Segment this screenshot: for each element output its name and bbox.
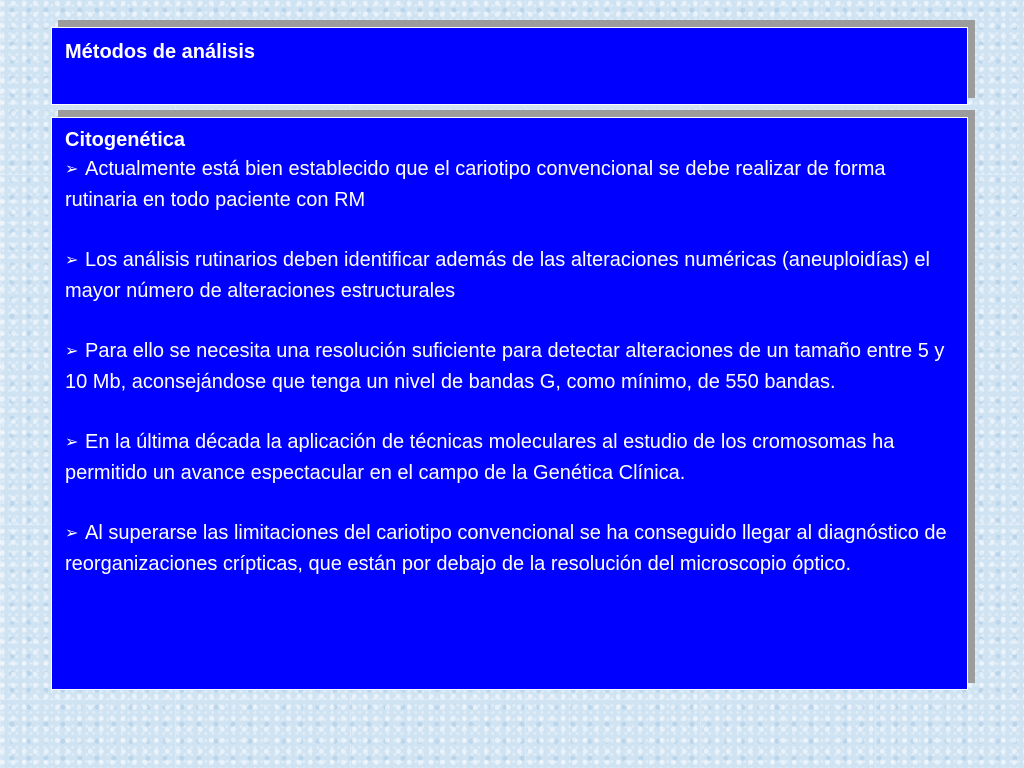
content-panel bbox=[51, 117, 968, 690]
bullet-text: Al superarse las limitaciones del cariotipo convencional se ha conseguido llegar al diagnóstico de reorganizaciones crípticas, que están por debajo de la resolución del microscopio óptico. bbox=[65, 522, 947, 575]
arrow-bullet-icon: ➢ bbox=[65, 525, 79, 542]
bullet-item bbox=[65, 518, 960, 579]
bullet-text: Actualmente está bien establecido que el cariotipo convencional se debe realizar de forma rutinaria en todo paciente con RM bbox=[65, 158, 886, 211]
bullet-item bbox=[65, 154, 960, 215]
bullet-text: En la última década la aplicación de técnicas moleculares al estudio de los cromosomas ha permitido un avance espectacular en el campo de la Genética Clínica. bbox=[65, 431, 895, 484]
bullet-item bbox=[65, 427, 960, 488]
arrow-bullet-icon: ➢ bbox=[65, 434, 79, 451]
bullet-text: Para ello se necesita una resolución suficiente para detectar alteraciones de un tamaño entre 5 y 10 Mb, aconsejándose que tenga un nivel de bandas G, como mínimo, de 550 bandas. bbox=[65, 340, 945, 393]
bullet-item bbox=[65, 336, 960, 397]
bullet-item bbox=[65, 245, 960, 306]
slide-title: Métodos de análisis bbox=[65, 41, 256, 63]
arrow-bullet-icon: ➢ bbox=[65, 343, 79, 360]
content-text bbox=[65, 126, 960, 579]
title-panel bbox=[51, 27, 968, 105]
bullet-text: Los análisis rutinarios deben identificar además de las alteraciones numéricas (aneuploidías) el mayor número de alteraciones estructurales bbox=[65, 249, 930, 302]
arrow-bullet-icon: ➢ bbox=[65, 161, 79, 178]
arrow-bullet-icon: ➢ bbox=[65, 252, 79, 269]
section-subtitle: Citogenética bbox=[65, 129, 186, 151]
